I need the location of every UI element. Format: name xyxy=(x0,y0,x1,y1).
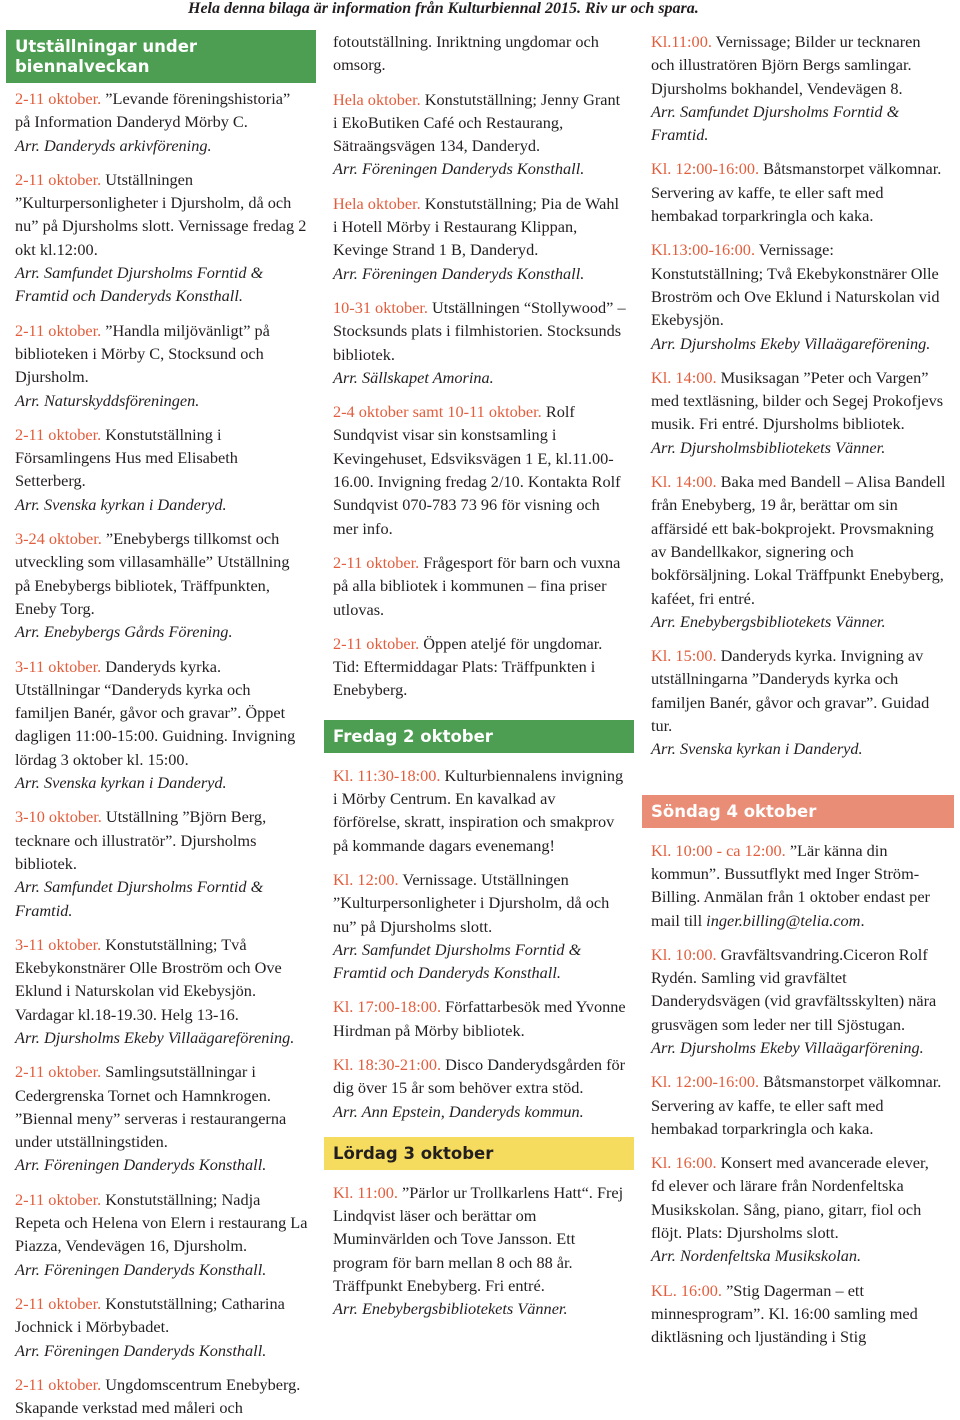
event-date: 2-11 oktober. xyxy=(15,1293,102,1313)
event-date: Kl. 12:00. xyxy=(333,869,399,889)
event-entry xyxy=(15,527,308,643)
event-date: 3-24 oktober. xyxy=(15,529,102,549)
event-entry xyxy=(333,400,626,540)
event-date: Kl. 15:00. xyxy=(651,646,717,666)
event-description: Båtsmanstorpet välkomnar. Servering av kaffe, te eller saft med hembakad torparkringla och kaka. xyxy=(651,159,942,226)
section-header-saturday: Lördag 3 oktober xyxy=(324,1137,634,1170)
event-organizer: Arr. Enebybergsbibliotekets Vänner. xyxy=(651,611,886,631)
event-description: Konstutställning; Två Ekebykonstnärer Olle Broström och Ove Eklund i Naturskolan vid Ekebysjön. Vardagar kl.18-19.30. Helg 13-16. xyxy=(15,934,282,1024)
event-entry xyxy=(651,1151,946,1267)
event-description: Disco Danderydsgården för dig över 15 år som behöver extra stöd. xyxy=(333,1054,626,1098)
col1-entries xyxy=(6,83,316,1419)
event-entry xyxy=(15,655,308,795)
event-date: 2-4 oktober samt 10-11 oktober. xyxy=(333,402,542,422)
col2-saturday-entries xyxy=(324,1181,634,1321)
event-description: fotoutställning. Inriktning ungdomar och omsorg. xyxy=(333,32,599,75)
event-entry xyxy=(333,632,626,702)
event-organizer: Arr. Djursholms Ekeby Villaägarförening. xyxy=(651,1037,924,1057)
column-3 xyxy=(642,30,954,1360)
event-organizer: Arr. Samfundet Djursholms Forntid & Framtid. xyxy=(651,101,900,145)
event-entry xyxy=(333,192,626,285)
event-entry xyxy=(651,943,946,1059)
event-description: Danderyds kyrka. Invigning av utställningarna ”Danderyds kyrka och familjen Banér, gåvor och gravar”. Guidad tur. xyxy=(651,646,930,736)
col3-lead-entries xyxy=(642,30,954,761)
event-entry xyxy=(15,1060,308,1176)
event-date: Kl. 12:00-16:00. xyxy=(651,1072,760,1092)
event-entry xyxy=(333,88,626,181)
event-description: Utställning ”Björn Berg, tecknare och illustratör”. Djursholms bibliotek. xyxy=(15,807,267,873)
column-2 xyxy=(324,30,634,1332)
event-organizer: Arr. Föreningen Danderyds Konsthall. xyxy=(333,159,585,179)
event-date: 2-11 oktober. xyxy=(15,169,102,189)
event-description: Konstutställning; Nadja Repeta och Helena von Elern i restaurang La Piazza, Vendevägen 16, Djursholm. xyxy=(15,1189,308,1256)
event-organizer: Arr. Djursholmsbibliotekets Vänner. xyxy=(651,437,886,457)
event-date: Kl. 18:30-21:00. xyxy=(333,1054,442,1074)
event-organizer: Arr. Föreningen Danderyds Konsthall. xyxy=(15,1155,267,1175)
event-date: Kl. 14:00. xyxy=(651,367,717,387)
event-date: Kl.11:00. xyxy=(651,32,712,51)
event-description: Författarbesök med Yvonne Hirdman på Mörby bibliotek. xyxy=(333,997,626,1040)
event-description: Konstutställning; Catharina Jochnick i Mörbybadet. xyxy=(15,1293,285,1337)
event-entry xyxy=(333,868,626,984)
event-entry xyxy=(15,87,308,157)
event-date: Kl. 14:00. xyxy=(651,472,717,492)
event-entry xyxy=(15,168,308,308)
event-entry xyxy=(15,1373,308,1420)
event-entry xyxy=(15,933,308,1049)
event-description: Vernissage: Konstutställning; Två Ekebykonstnärer Olle Broström och Ove Eklund i Naturskolan vid Ekebysjön. xyxy=(651,240,940,330)
event-description: ”Pärlor ur Trollkarlens Hatt“. Frej Lindqvist läser och berättar om Muminvärlden och Tove Jansson. Ett program för barn mellan 8 och 88 år. Träffpunkt Enebyberg. Fri entré. xyxy=(333,1182,624,1296)
event-entry xyxy=(15,319,308,412)
event-date: Kl. 12:00-16:00. xyxy=(651,159,760,179)
event-description: Samlingsutställningar i Cedergrenska Tornet och Hamnkrogen. ”Biennal meny” serveras i restaurangerna under utställningstiden. xyxy=(15,1062,287,1152)
event-date: 2-11 oktober. xyxy=(15,424,102,444)
event-description: ”Levande föreningshistoria” på Information Danderyd Mörby C. xyxy=(15,89,291,132)
event-organizer: Arr. Föreningen Danderyds Konsthall. xyxy=(15,1259,267,1279)
event-organizer: Arr. Djursholms Ekeby Villaägareförening. xyxy=(15,1027,295,1047)
event-organizer: Arr. Nordenfeltska Musikskolan. xyxy=(651,1246,862,1266)
event-organizer: Arr. Djursholms Ekeby Villaägareförening. xyxy=(651,333,931,353)
event-entry xyxy=(333,995,626,1042)
event-date: Kl. 11:30-18:00. xyxy=(333,765,441,785)
event-entry xyxy=(333,1053,626,1123)
event-organizer: Arr. Ann Epstein, Danderyds kommun. xyxy=(333,1101,584,1121)
event-description: Frågesport för barn och vuxna på alla bibliotek i kommunen – fina priser utlovas. xyxy=(333,552,621,619)
event-date: 2-11 oktober. xyxy=(333,552,420,572)
email-link[interactable]: inger.billing@telia.com xyxy=(706,910,861,930)
event-date: 10-31 oktober. xyxy=(333,297,428,317)
event-entry xyxy=(651,238,946,354)
event-description: ”Handla miljövänligt” på biblioteken i Mörby C, Stocksund och Djursholm. xyxy=(15,320,270,387)
event-description: Ungdomscentrum Enebyberg. Skapande verkstad med måleri och xyxy=(15,1374,301,1418)
event-organizer: Arr. Svenska kyrkan i Danderyd. xyxy=(15,494,227,514)
event-organizer: Arr. Samfundet Djursholms Forntid & Framtid och Danderyds Konsthall. xyxy=(333,939,582,983)
event-date: 3-11 oktober. xyxy=(15,656,102,676)
column-1 xyxy=(6,30,316,1420)
event-date: 2-11 oktober. xyxy=(15,1062,102,1082)
event-entry xyxy=(333,551,626,621)
event-date: Kl. 10:00. xyxy=(651,944,717,964)
event-description: Vernissage; Bilder ur tecknaren och illustratören Björn Bergs samlingar. Djursholms bokhandel, Vendevägen 8. xyxy=(651,32,921,98)
event-organizer: Arr. Danderyds arkivförening. xyxy=(15,135,212,155)
event-description: Utställningen “Stollywood” – Stocksunds plats i filmhistorien. Stocksunds bibliotek. xyxy=(333,297,626,364)
event-date: Hela oktober. xyxy=(333,89,421,109)
event-description: Utställningen ”Kulturpersonligheter i Djursholm, då och nu” på Djursholms slott. Vernissage fredag 2 okt kl.12:00. xyxy=(15,169,307,259)
event-description: ”Enebybergs tillkomst och utveckling som villasamhälle” Utställning på Enebybergs bibliotek, Träffpunkten, Eneby Torg. xyxy=(15,529,290,618)
event-entry xyxy=(15,423,308,516)
event-description: Båtsmanstorpet välkomnar. Servering av kaffe, te eller saft med hembakad torparkringla och kaka. xyxy=(651,1072,942,1138)
event-description: Vernissage. Utställningen ”Kulturpersonligheter i Djursholm, då och nu” på Djursholms slott. xyxy=(333,869,610,936)
event-description: Danderyds kyrka. Utställningar “Danderyds kyrka och familjen Banér, gåvor och gravar”. Öppet dagligen 11:00-15:00. Guidning. Invigning lördag 3 oktober kl. 15:00. xyxy=(15,656,296,769)
event-entry xyxy=(333,30,626,77)
event-description: ”Lär känna din kommun”. Bussutflykt med Inger Ström-Billing. Anmälan från 1 oktober endast per mail till xyxy=(651,840,930,930)
event-entry xyxy=(651,366,946,459)
section-header-friday: Fredag 2 oktober xyxy=(324,720,634,753)
event-date: 2-11 oktober. xyxy=(333,633,420,653)
event-description: Konstutställning i Församlingens Hus med Elisabeth Setterberg. xyxy=(15,424,238,491)
event-description: Baka med Bandell – Alisa Bandell från Enebyberg, 19 år, berättar om sin affärsidé ett bak-bokprojekt. Provsmakning av Bandellkakor, signering och bokförsäljning. Lokal Träffpunkt Enebyberg, kaféet, fri entré. xyxy=(651,472,946,608)
event-description: Musiksagan ”Peter och Vargen” med textläsning, bilder och Segej Prokofjevs musik. Fri entré. Djursholms bibliotek. xyxy=(651,367,944,434)
event-entry xyxy=(15,1188,308,1281)
event-organizer: Arr. Föreningen Danderyds Konsthall. xyxy=(333,263,585,283)
event-description: Konsert med avancerade elever, fd elever och lärare från Nordenfeltska Musikskolan. Sång, piano, gitarr, fiol och flöjt. Plats: Djursholms slott. xyxy=(651,1153,929,1243)
event-organizer: Arr. Samfundet Djursholms Forntid & Framtid. xyxy=(15,877,264,920)
section-header-sunday: Söndag 4 oktober xyxy=(642,795,954,828)
event-entry xyxy=(651,1279,946,1349)
event-date: Kl. 17:00-18:00. xyxy=(333,997,442,1017)
event-date: KL. 16:00. xyxy=(651,1280,722,1300)
event-date: 3-10 oktober. xyxy=(15,807,102,827)
event-entry xyxy=(333,1181,626,1321)
event-organizer: Arr. Naturskyddsföreningen. xyxy=(15,390,200,410)
col3-sunday-entries xyxy=(642,839,954,1349)
event-organizer: Arr. Svenska kyrkan i Danderyd. xyxy=(15,773,227,793)
event-date: 2-11 oktober. xyxy=(15,1189,102,1209)
event-organizer: Arr. Enebybergs Gårds Förening. xyxy=(15,622,233,642)
event-organizer: Arr. Föreningen Danderyds Konsthall. xyxy=(15,1340,267,1360)
event-date: 2-11 oktober. xyxy=(15,320,102,340)
event-entry xyxy=(651,157,946,227)
event-entry xyxy=(651,1070,946,1140)
event-organizer: Arr. Enebybergsbibliotekets Vänner. xyxy=(333,1299,568,1319)
event-description: Rolf Sundqvist visar sin konstsamling i Kevingehuset, Edsviksvägen 1 E, kl.11.00-16.00. Invigning fredag 2/10. Kontakta Rolf Sundqvist 070-783 73 96 för visning och mer info. xyxy=(333,402,621,538)
event-description: Kulturbiennalens invigning i Mörby Centrum. En kavalkad av förförelse, skratt, inspiration och smakprov på kommande dagars evenemang! xyxy=(333,765,624,855)
event-organizer: Arr. Samfundet Djursholms Forntid & Framtid och Danderyds Konsthall. xyxy=(15,263,264,306)
event-entry xyxy=(651,644,946,760)
event-entry xyxy=(651,30,946,146)
event-date: Kl. 10:00 - ca 12:00. xyxy=(651,840,786,860)
event-date: Kl.13:00-16:00. xyxy=(651,240,756,260)
event-date: 3-11 oktober. xyxy=(15,934,102,954)
event-organizer: Arr. Svenska kyrkan i Danderyd. xyxy=(651,739,863,759)
event-entry xyxy=(15,1292,308,1362)
event-date: 2-11 oktober. xyxy=(15,89,102,108)
event-entry xyxy=(651,839,946,932)
event-description: Konstutställning; Pia de Wahl i Hotell Mörby i Restaurang Klippan, Kevinge Strand 1 B, Danderyd. xyxy=(333,193,619,260)
event-entry xyxy=(15,805,308,921)
event-description: Konstutställning; Jenny Grant i EkoButiken Café och Restaurang, Sätraängsvägen 134, Danderyd. xyxy=(333,89,621,156)
col2-friday-entries xyxy=(324,764,634,1123)
top-banner: Hela denna bilaga är information från Kulturbiennal 2015. Riv ur och spara. xyxy=(188,0,699,17)
event-description: ”Stig Dagerman – ett minnesprogram”. Kl. 16:00 samling med diktläsning och ljuständing i Stig xyxy=(651,1280,918,1347)
event-entry xyxy=(333,296,626,389)
event-entry xyxy=(651,470,946,633)
event-description-tail: . xyxy=(860,910,865,930)
event-description: Gravfältsvandring.Ciceron Rolf Rydén. Samling vid gravfältet Danderydsvägen (vid gravfältsskylten) nära grusvägen som leder ner till Sjöstugan. xyxy=(651,944,937,1034)
section-header-exhibitions: Utställningar under biennalveckan xyxy=(6,30,316,83)
event-date: Kl. 11:00. xyxy=(333,1182,398,1202)
event-date: Kl. 16:00. xyxy=(651,1153,717,1173)
event-entry xyxy=(333,764,626,857)
event-date: Hela oktober. xyxy=(333,193,421,213)
event-date: 2-11 oktober. xyxy=(15,1374,102,1394)
event-organizer: Arr. Sällskapet Amorina. xyxy=(333,367,494,387)
event-description: Öppen ateljé för ungdomar. Tid: Eftermiddagar Plats: Träffpunkten i Enebyberg. xyxy=(333,633,603,700)
col2-lead-entries xyxy=(324,30,634,702)
